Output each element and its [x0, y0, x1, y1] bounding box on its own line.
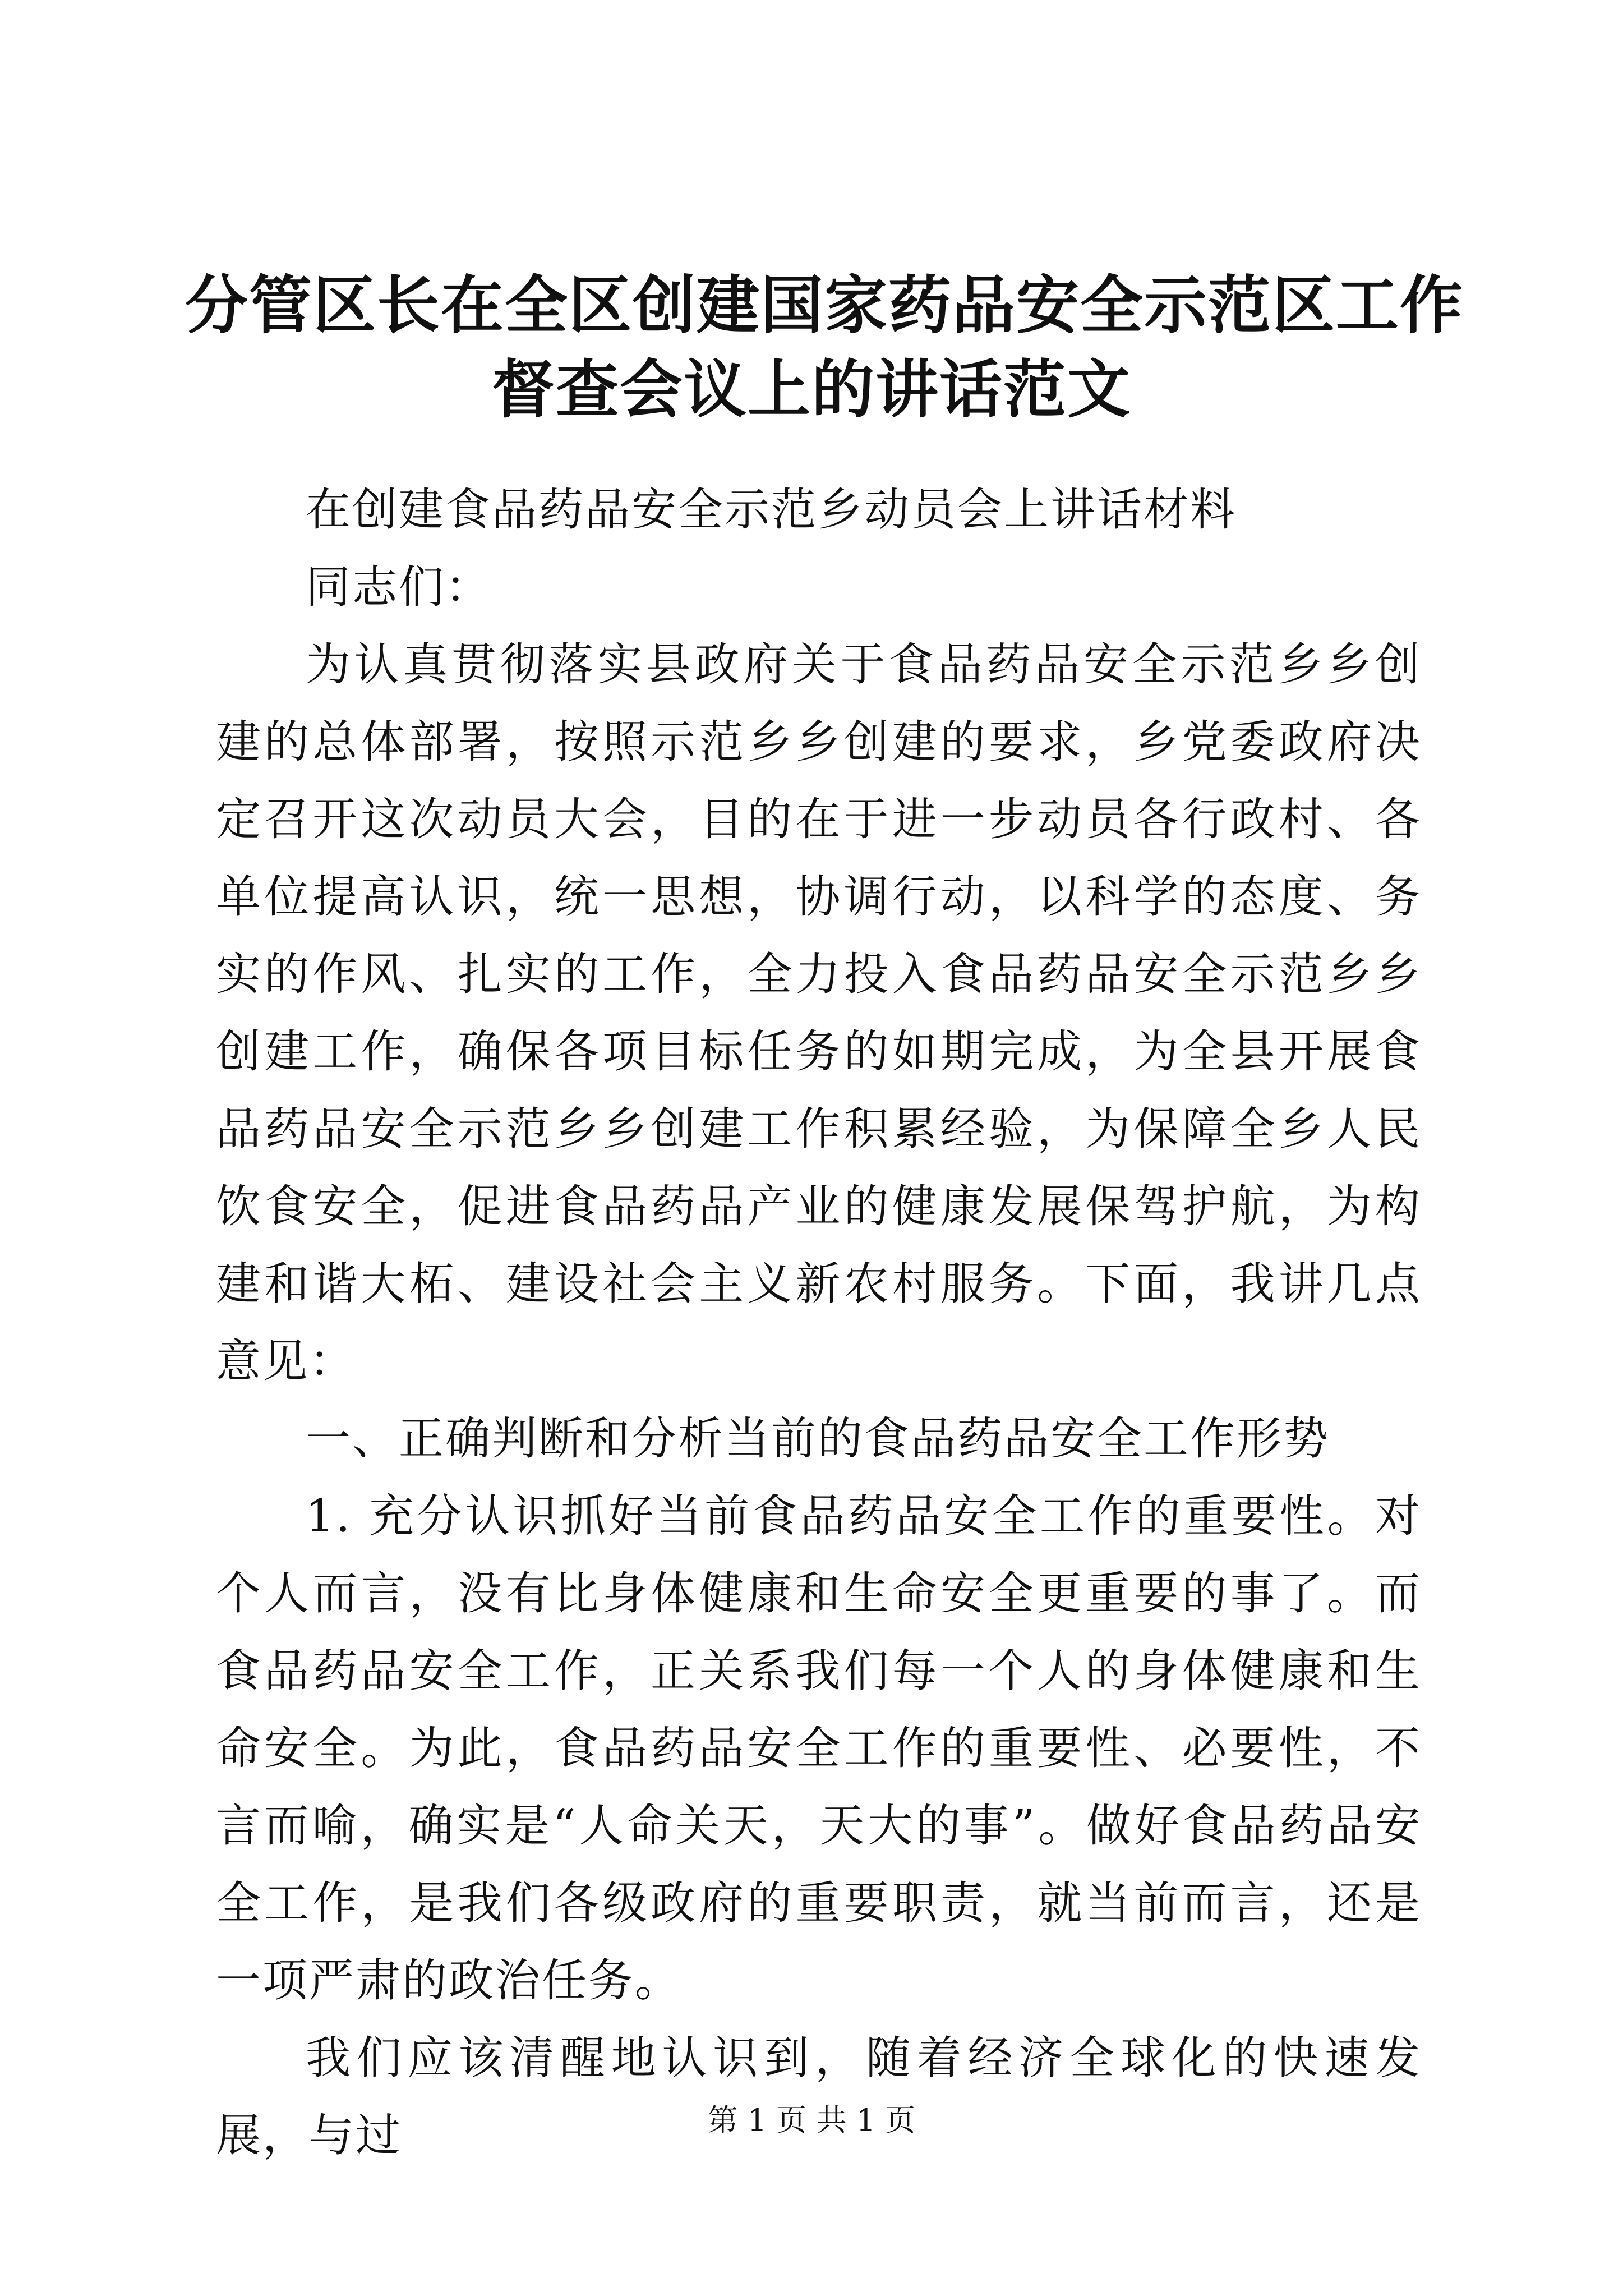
title-line-2: 督查会议上的讲话范文: [492, 353, 1131, 426]
document-body: [216, 471, 1422, 2174]
paragraph-subtitle: 在创建食品药品安全示范乡动员会上讲话材料: [306, 484, 1237, 536]
paragraph-intro: 为认真贯彻落实县政府关于食品药品安全示范乡乡创建的总体部署，按照示范乡乡创建的要求，乡党委政府决定召开这次动员大会，目的在于进一步动员各行政村、各单位提高认识，统一思想，协调行动，以科学的态度、务实的作风、扎实的工作，全力投入食品药品安全示范乡乡创建工作，确保各项目标任务的如期完成，为全县开展食品药品安全示范乡乡创建工作积累经验，为保障全乡人民饮食安全，促进食品药品产业的健康发展保驾护航，为构建和谐大柘、建设社会主义新农村服务。下面，我讲几点意见：: [216, 638, 1422, 1387]
paragraph-point-1: 1. 充分认识抓好当前食品药品安全工作的重要性。对个人而言，没有比身体健康和生命安全更重要的事了。而食品药品安全工作，正关系我们每一个人的身体健康和生命安全。为此，食品药品安全工作的重要性、必要性，不言而喻，确实是“人命关天，天大的事”。做好食品药品安全工作，是我们各级政府的重要职责，就当前而言，还是一项严肃的政治任务。: [216, 1490, 1422, 2007]
document-title: [185, 264, 1464, 432]
title-line-1: 分管区长在全区创建国家药品安全示范区工作: [185, 269, 1464, 342]
section-heading-1: 一、正确判断和分析当前的食品药品安全工作形势: [306, 1412, 1330, 1465]
paragraph-salutation: 同志们：: [306, 561, 492, 613]
paragraph-continuation: 我们应该清醒地认识到，随着经济全球化的快速发展，与过: [216, 2032, 1422, 2161]
page-footer: 第 1 页 共 1 页: [707, 2102, 916, 2138]
